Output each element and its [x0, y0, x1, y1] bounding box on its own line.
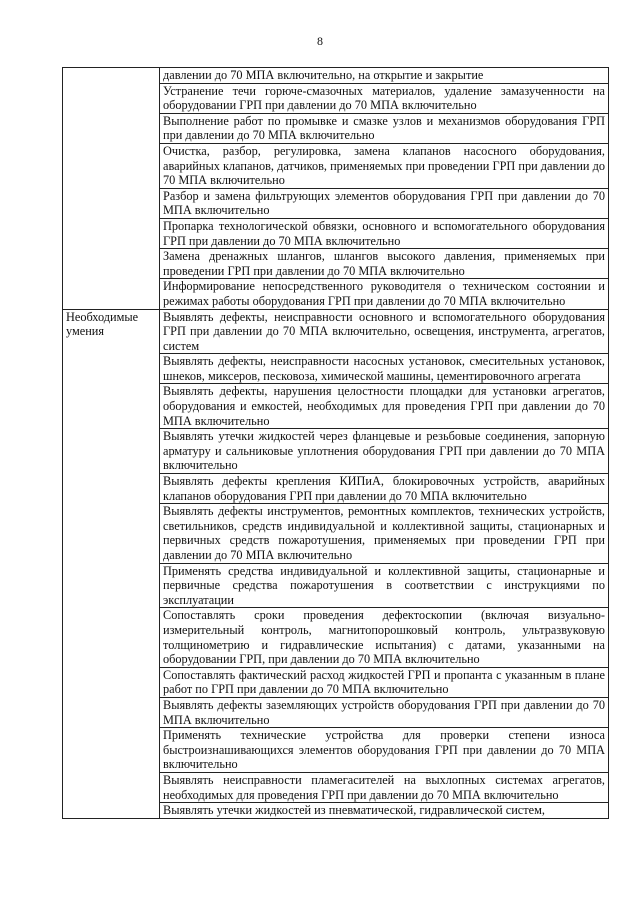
- requirement-text: Замена дренажных шлангов, шлангов высокого давления, применяемых при проведении ГРП при давлении до 70 МПА включительно: [160, 249, 609, 279]
- table-row: [63, 309, 609, 354]
- requirement-text: Применять технические устройства для проверки степени износа быстроизнашивающихся элементов оборудования ГРП при давлении до 70 МПА включительно: [160, 728, 609, 773]
- requirement-text: Выявлять дефекты крепления КИПиА, блокировочных устройств, аварийных клапанов оборудования ГРП при давлении до 70 МПА включительно: [160, 474, 609, 504]
- requirement-text: Разбор и замена фильтрующих элементов оборудования ГРП при давлении до 70 МПА включительно: [160, 188, 609, 218]
- table-row: [63, 68, 609, 84]
- requirement-text: Сопоставлять фактический расход жидкостей ГРП и пропанта с указанным в плане работ по ГРП при давлении до 70 МПА включительно: [160, 667, 609, 697]
- requirement-text: Пропарка технологической обвязки, основного и вспомогательного оборудования ГРП при давлении до 70 МПА включительно: [160, 218, 609, 248]
- requirements-table: [62, 67, 609, 819]
- requirement-text: Выявлять дефекты инструментов, ремонтных комплектов, технических устройств, светильников, средств индивидуальной и коллективной защиты, стационарных и первичных средств пожаротушения, применяемых при проведении ГРП при давлении до 70 МПА включительно: [160, 504, 609, 563]
- requirements-table-body: [63, 68, 609, 819]
- requirement-text: Выполнение работ по промывке и смазке узлов и механизмов оборудования ГРП при давлении до 70 МПА включительно: [160, 113, 609, 143]
- requirement-text: Выявлять дефекты, неисправности насосных установок, смесительных установок, шнеков, миксеров, песковоза, химической машины, цементировочного агрегата: [160, 354, 609, 384]
- requirement-text: Выявлять утечки жидкостей через фланцевые и резьбовые соединения, запорную арматуру и сальниковые уплотнения оборудования ГРП при давлении до 70 МПА включительно: [160, 429, 609, 474]
- requirement-text: давлении до 70 МПА включительно, на открытие и закрытие: [160, 68, 609, 84]
- requirement-text: Выявлять утечки жидкостей из пневматической, гидравлической систем,: [160, 803, 609, 819]
- page-number: 8: [317, 34, 323, 48]
- requirement-text: Устранение течи горюче-смазочных материалов, удаление замазученности на оборудовании ГРП при давлении до 70 МПА включительно: [160, 83, 609, 113]
- requirement-text: Выявлять дефекты, нарушения целостности площадки для установки агрегатов, оборудования и емкостей, необходимых для проведения ГРП при давлении до 70 МПА включительно: [160, 384, 609, 429]
- requirement-text: Информирование непосредственного руководителя о техническом состоянии и режимах работы оборудования ГРП при давлении до 70 МПА включительно: [160, 279, 609, 309]
- requirement-text: Применять средства индивидуальной и коллективной защиты, стационарные и первичные средства пожаротушения в соответствии с инструкциями по эксплуатации: [160, 563, 609, 608]
- requirement-text: Выявлять дефекты заземляющих устройств оборудования ГРП при давлении до 70 МПА включительно: [160, 697, 609, 727]
- group-label-continued: [63, 68, 160, 310]
- requirement-text: Сопоставлять сроки проведения дефектоскопии (включая визуально-измерительный контроль, магнитопорошковый контроль, ультразвуковую толщинометрию и гидравлические испытания) с датами, указанными на оборудовании ГРП, при давлении до 70 МПА включительно: [160, 608, 609, 667]
- group-label-skills: Необходимые умения: [63, 309, 160, 818]
- requirement-text: Очистка, разбор, регулировка, замена клапанов насосного оборудования, аварийных клапанов, датчиков, применяемых при проведении ГРП при давлении до 70 МПА включительно: [160, 143, 609, 188]
- requirement-text: Выявлять неисправности пламегасителей на выхлопных системах агрегатов, необходимых для проведения ГРП при давлении до 70 МПА включительно: [160, 772, 609, 802]
- requirement-text: Выявлять дефекты, неисправности основного и вспомогательного оборудования ГРП при давлении до 70 МПА включительно, освещения, инструмента, агрегатов, систем: [160, 309, 609, 354]
